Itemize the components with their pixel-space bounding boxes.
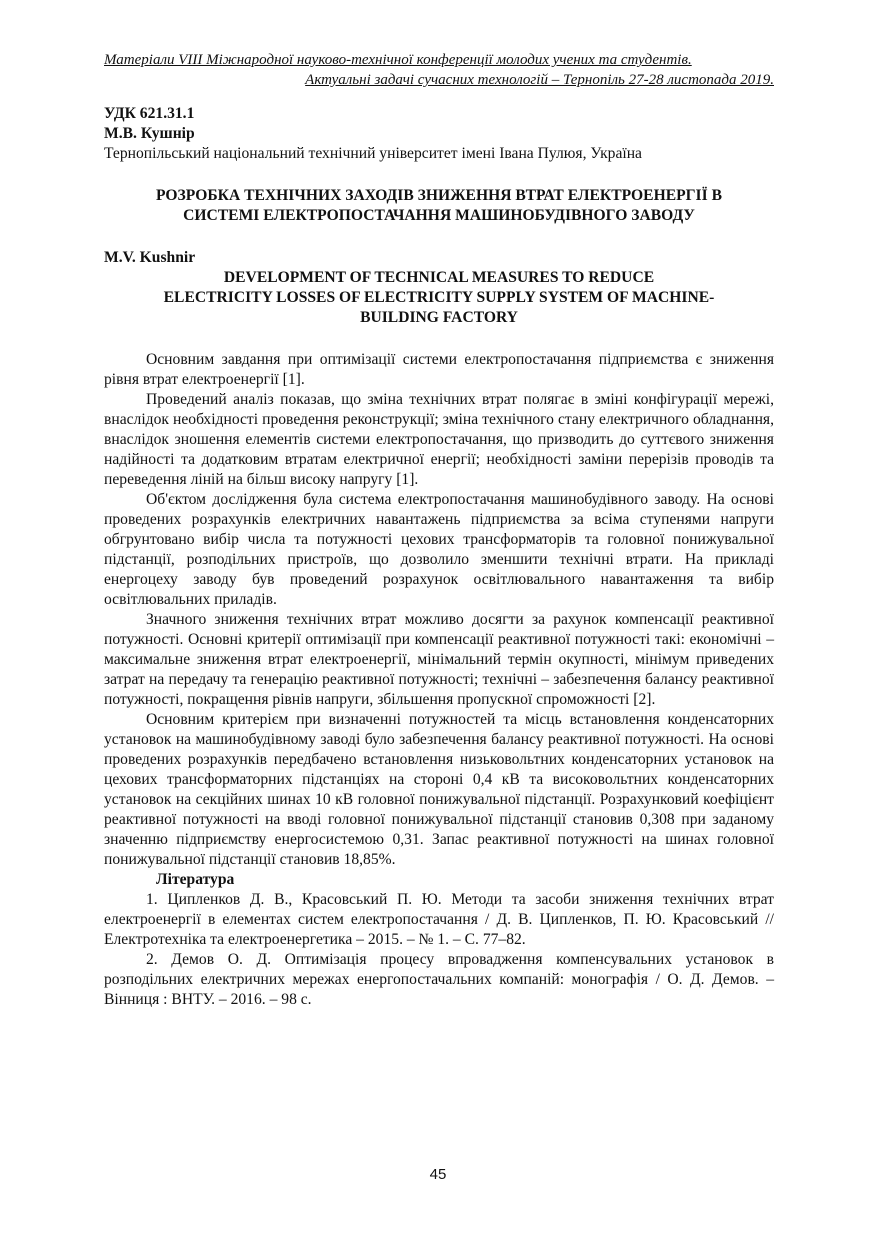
article-meta [104,104,774,164]
paragraph-5: Основним критерієм при визначенні потужностей та місць встановлення конденсаторних установок на машинобудівному заводі було забезпечення балансу реактивної потужності. На основі проведених розрахунків передбачено встановлення низьковольтних конденсаторних установок на цехових трансформаторних підстанціях на стороні 0,4 кВ та високовольтних конденсаторних установок на секційних шинах 10 кВ головної понижувальної підстанції. Розрахунковий коефіцієнт реактивної потужності на вводі головної понижувальної підстанції становив 0,308 при заданому значенню підприємству енергосистемою 0,31. Запас реактивної потужності на шинах головної понижувальної підстанції становив 18,85%. [104,711,774,868]
paragraph-1: Основним завдання при оптимізації системи електропостачання підприємства є зниження рівня втрат електроенергії [1]. [104,351,774,388]
conference-header [104,50,774,90]
author-ua: М.В. Кушнір [104,125,195,142]
author-en: M.V. Kushnir [104,249,196,266]
paper-page [104,50,774,1240]
conference-header-line-1: Матеріали VIII Міжнародної науково-технічної конференції молодих учених та студентів. [104,52,692,68]
title-ua-line-1: РОЗРОБКА ТЕХНІЧНИХ ЗАХОДІВ ЗНИЖЕННЯ ВТРАТ ЕЛЕКТРОЕНЕРГІЇ В [155,187,722,204]
literature-heading: Література [156,871,235,888]
udk-code: УДК 621.31.1 [104,105,195,122]
paragraph-3: Об'єктом дослідження була система електропостачання машинобудівного заводу. На основі проведених розрахунків електричних навантажень підприємства за всіма ступенями напруги обгрунтовано вибір числа та потужності цехових трансформаторів та головної понижувальної підстанції, розподільних пристроїв, що дозволило зменшити технічні втрати. На прикладі енергоцеху заводу був проведений розрахунок освітлювального навантаження та вибір освітлювальних приладів. [104,491,774,608]
title-en-line-1: DEVELOPMENT OF TECHNICAL MEASURES TO REDUCE [223,269,655,286]
title-english [104,268,774,328]
page-number: 45 [429,1166,447,1183]
title-en-line-3: BUILDING FACTORY [360,309,518,326]
title-ua-line-2: СИСТЕМІ ЕЛЕКТРОПОСТАЧАННЯ МАШИНОБУДІВНОГО ЗАВОДУ [183,207,695,224]
title-ukrainian [104,186,774,226]
conference-header-line-2: Актуальні задачі сучасних технологій – Тернопіль 27-28 листопада 2019. [305,72,774,88]
reference-1: 1. Ципленков Д. В., Красовський П. Ю. Методи та засоби зниження технічних втрат електроенергії в елементах систем електропостачання / Д. В. Ципленков, П. Ю. Красовський // Електротехніка та електроенергетика – 2015. – № 1. – С. 77–82. [104,891,774,948]
title-en-line-2: ELECTRICITY LOSSES OF ELECTRICITY SUPPLY SYSTEM OF MACHINE- [163,289,715,306]
paragraph-4: Значного зниження технічних втрат можливо досягти за рахунок компенсації реактивної потужності. Основні критерії оптимізації при компенсації реактивної потужності такі: економічні – максимальне зниження втрат електроенергії, мінімальний термін окупності, мінімум приведених затрат на передачу та генерацію реактивної потужності; технічні – забезпечення балансу реактивної потужності, покращення рівнів напруги, збільшення пропускної спроможності [2]. [104,611,774,708]
article-body [104,350,774,1010]
affiliation: Тернопільський національний технічний університет імені Івана Пулюя, Україна [104,145,642,162]
paragraph-2: Проведений аналіз показав, що зміна технічних втрат полягає в зміні конфігурації мережі, внаслідок необхідності проведення реконструкції; зміна технічного стану електричного обладнання, внаслідок зношення елементів системи електропостачання, що призводить до суттєвого зниження надійності та додатковим втратам електричної енергії; необхідності заміни перерізів проводів та переведення ліній на більш високу напругу [1]. [104,391,774,488]
reference-2: 2. Демов О. Д. Оптимізація процесу впровадження компенсувальних установок в розподільних електричних мережах енергопостачальних компаній: монографія / О. Д. Демов. – Вінниця : ВНТУ. – 2016. – 98 с. [104,951,774,1008]
